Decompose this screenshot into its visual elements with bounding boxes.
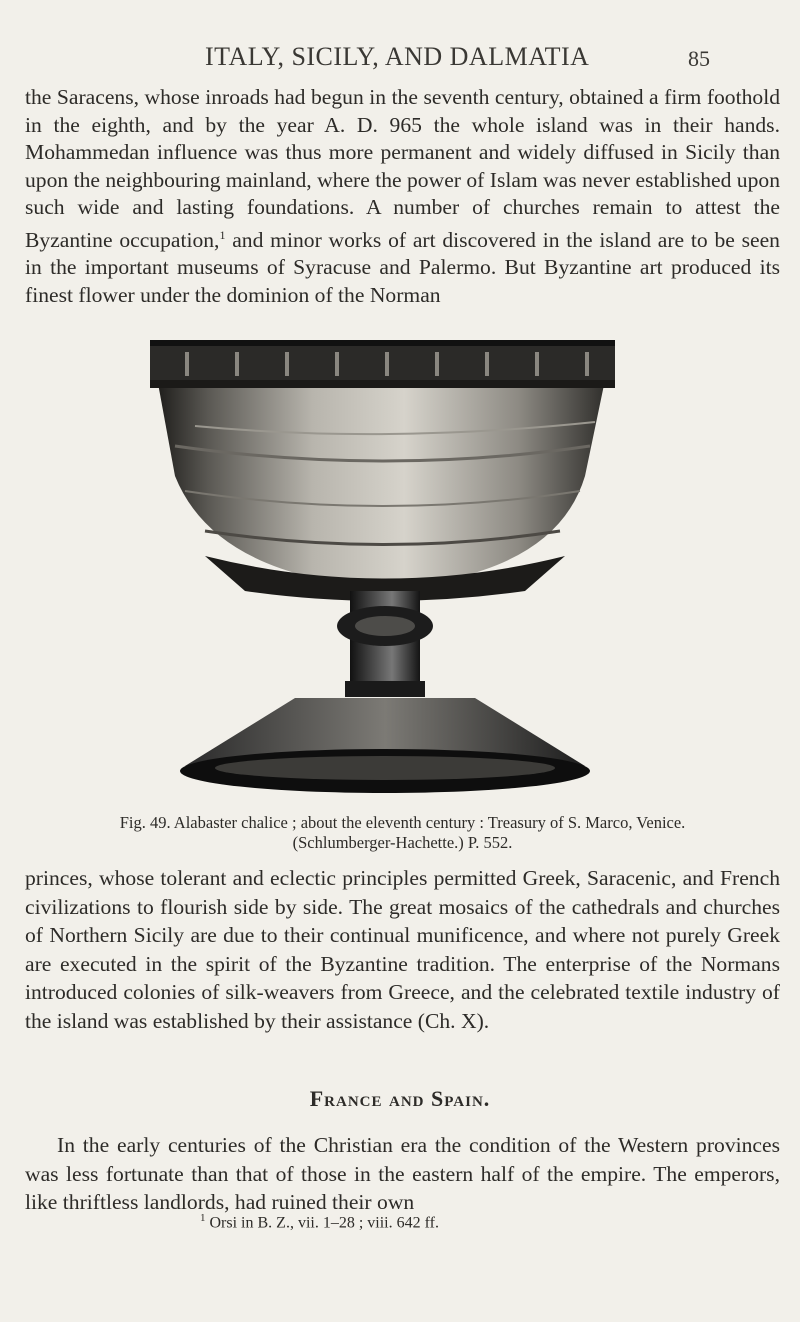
footnote-text: Orsi in B. Z., vii. 1–28 ; viii. 642 ff.: [205, 1214, 439, 1232]
caption-line-1: Fig. 49. Alabaster chalice ; about the eleventh century : Treasury of S. Marco, Venice.: [119, 813, 686, 832]
paragraph-text-continued: and minor works of art discovered in the island are to be seen in the important museums of Syracuse and Palermo. But Byzantine art produced its finest flower under the dominion of the Norman: [25, 227, 780, 307]
paragraph-text: the Saracens, whose inroads had begun in the seventh century, obtained a firm foothold in the eighth, and by the year A. D. 965 the whole island was in their hands. Mohammedan influence was thus more permanent and widely diffused in Sicily than upon the neighbouring mainland, where the power of Islam was never established upon such wide and lasting foundations. A number of churches remain to attest the Byzantine occupation,: [25, 85, 780, 252]
footnote-reference: 1: [219, 227, 226, 242]
caption-line-2: (Schlumberger-Hachette.) P. 552.: [292, 833, 513, 852]
section-heading: France and Spain.: [309, 1086, 491, 1111]
body-paragraph-top: [25, 84, 780, 309]
body-paragraph-middle: princes, whose tolerant and eclectic principles permitted Greek, Saracenic, and French civilizations to flourish side by side. The great mosaics of the cathedrals and churches of Northern Sicily are due to their continual munificence, and where not purely Greek are executed in the spirit of the Byzantine tradition. The enterprise of the Normans introduced colonies of silk-weavers from Greece, and the celebrated textile industry of the island was established by their assistance (Ch. X).: [25, 866, 780, 1033]
chalice-illustration: [145, 326, 620, 814]
figure-caption: [25, 813, 780, 853]
chalice-bowl: [153, 356, 610, 588]
running-title: ITALY, SICILY, AND DALMATIA: [205, 42, 590, 71]
page-number: 85: [688, 46, 710, 71]
footnote: [200, 1212, 439, 1232]
footnote-mark: 1: [200, 1212, 206, 1224]
body-paragraph-bottom: In the early centuries of the Christian era the condition of the Western provinces was less fortunate than that of those in the eastern half of the empire. The emperors, like thriftless landlords, had ruined their own: [25, 1133, 780, 1214]
page-header: [0, 42, 800, 82]
